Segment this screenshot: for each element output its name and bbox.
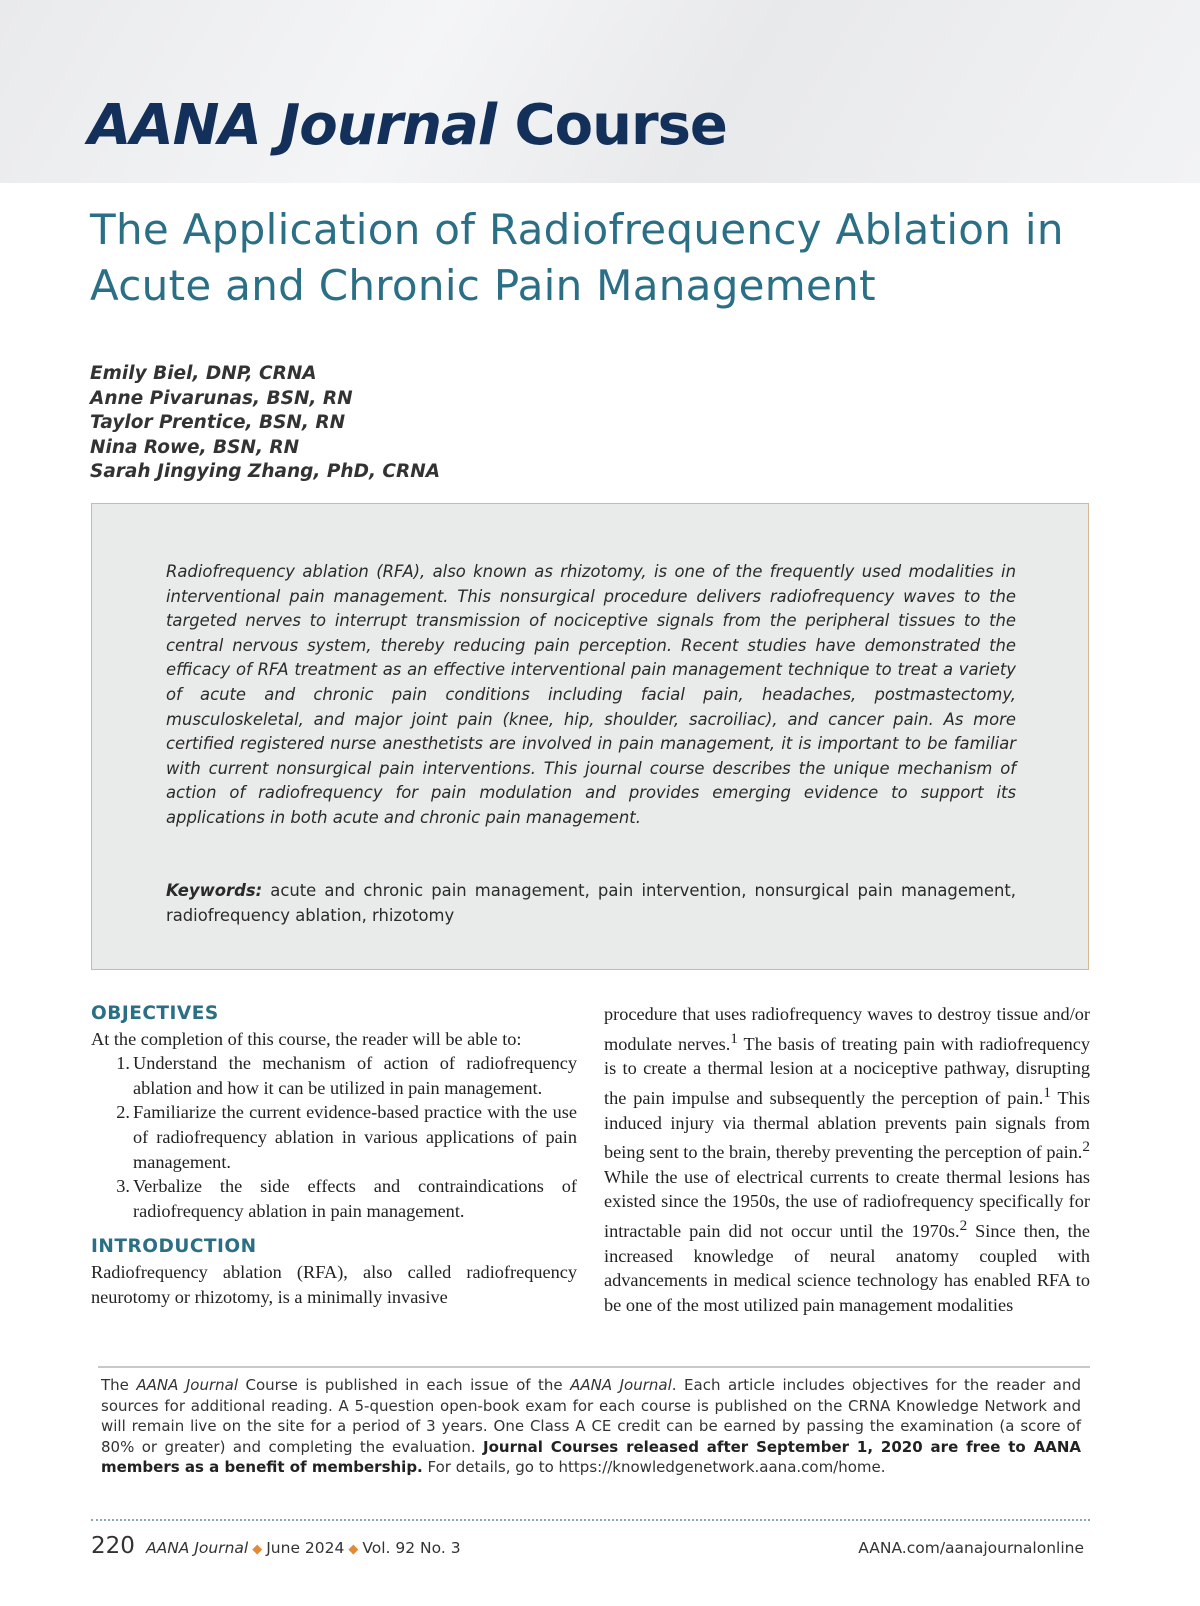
author: Nina Rowe, BSN, RN bbox=[90, 436, 300, 458]
notice-journal-name: AANA Journal bbox=[570, 1376, 672, 1394]
page-number: 220 bbox=[91, 1533, 135, 1559]
body-text: Since then, the increased knowledge of neural anatomy coupled with advancements in medical science technology has enabled RFA to be one of the most utilized pain management modalities bbox=[604, 1221, 1090, 1315]
notice-details-text: For details, go to https://knowledgenetwork.aana.com/home. bbox=[422, 1458, 886, 1477]
diamond-icon: ◆ bbox=[252, 1542, 263, 1557]
course-notice bbox=[101, 1375, 1081, 1478]
abstract-text: Radiofrequency ablation (RFA), also known as rhizotomy, is one of the frequently used modalities in interventional pain management. This nonsurgical procedure delivers radiofrequency waves to the targeted nerves to interrupt transmission of nociceptive signals from the peripheral tissues to the central nervous system, thereby reducing pain perception. Recent studies have demonstrated the efficacy of RFA treatment as an effective interventional pain management technique to treat a variety of acute and chronic pain conditions including facial pain, headaches, postmastectomy, musculoskeletal, and major joint pain (knee, hip, shoulder, sacroiliac), and cancer pain. As more certified registered nurse anesthetists are involved in pain management, it is important to be familiar with current nonsurgical pain interventions. This journal course describes the unique mechanism of action of radiofrequency for pain modulation and provides emerging evidence to support its applications in both acute and chronic pain management. bbox=[166, 562, 1016, 827]
objectives-intro: At the completion of this course, the reader will be able to: bbox=[91, 1028, 522, 1049]
citation-ref: 2 bbox=[1082, 1138, 1090, 1156]
body-text: procedure that uses radiofrequency waves to destroy tissue and/or modulate nerves. bbox=[604, 1004, 1090, 1054]
citation-ref: 1 bbox=[730, 1029, 738, 1047]
objective-item bbox=[91, 1051, 577, 1100]
footer-citation bbox=[146, 1529, 461, 1569]
citation-ref: 2 bbox=[959, 1217, 968, 1235]
footer-website: AANA.com/aanajournalonline bbox=[858, 1539, 1084, 1557]
objective-text: Familiarize the current evidence-based practice with the use of radiofrequency ablation in various applications of pain management. bbox=[133, 1102, 577, 1172]
objective-number: 3. bbox=[116, 1176, 130, 1197]
body-paragraph bbox=[604, 1002, 1090, 1318]
keywords bbox=[166, 879, 1016, 928]
journal-name: AANA Journal bbox=[88, 93, 497, 158]
notice-text: . Each article includes objectives for the reader and sources for additional reading. A 5-question open-book exam for each course is published on the CRNA Knowledge Network and will remain live on the site for a period of 3 years. One Class A CE credit can be earned by passing the examination (a score of 80% or greater) and completing the evaluation. bbox=[101, 1376, 1081, 1456]
left-column bbox=[91, 1002, 577, 1309]
footer-date: June 2024 bbox=[266, 1539, 345, 1557]
footer-volume: Vol. 92 No. 3 bbox=[362, 1539, 461, 1557]
body-text: While the use of electrical currents to create thermal lesions has existed since the 1950s, the use of radiofrequency specifically for intractable pain did not occur until the 1970s. bbox=[604, 1166, 1090, 1242]
objective-item bbox=[91, 1174, 577, 1223]
abstract-box bbox=[91, 503, 1089, 970]
author-list bbox=[90, 362, 440, 485]
body-text: The basis of treating pain with radiofrequency is to create a thermal lesion at a nociceptive pathway, disrupting the pain impulse and subsequently the perception of pain. bbox=[604, 1033, 1090, 1108]
introduction-heading: INTRODUCTION bbox=[91, 1236, 257, 1258]
page-footer bbox=[91, 1529, 1090, 1563]
keywords-text: acute and chronic pain management, pain intervention, nonsurgical pain management, radiofrequency ablation, rhizotomy bbox=[166, 881, 1016, 925]
journal-course-title bbox=[88, 93, 727, 158]
right-column bbox=[604, 1002, 1090, 1318]
objective-text: Understand the mechanism of action of radiofrequency ablation and how it can be utilized in pain management. bbox=[133, 1053, 577, 1098]
objectives-list bbox=[91, 1051, 577, 1223]
notice-journal-name: AANA Journal bbox=[136, 1376, 239, 1394]
objective-number: 2. bbox=[116, 1102, 130, 1123]
footer-journal: AANA Journal bbox=[146, 1539, 249, 1557]
notice-membership-text: Journal Courses released after September 1, 2020 are free to AANA members as a benefit of membership. bbox=[101, 1437, 1081, 1477]
citation-ref: 1 bbox=[1043, 1083, 1051, 1101]
introduction-text: Radiofrequency ablation (RFA), also called radiofrequency neurotomy or rhizotomy, is a minimally invasive bbox=[91, 1261, 577, 1307]
author: Anne Pivarunas, BSN, RN bbox=[90, 387, 353, 409]
objectives-heading: OBJECTIVES bbox=[91, 1003, 219, 1024]
author: Emily Biel, DNP, CRNA bbox=[90, 363, 317, 384]
author: Sarah Jingying Zhang, PhD, CRNA bbox=[90, 461, 441, 483]
notice-divider bbox=[98, 1366, 1090, 1368]
article-title: The Application of Radiofrequency Ablation in Acute and Chronic Pain Management bbox=[90, 205, 1064, 310]
body-text: This induced injury via thermal ablation prevents pain signals from being sent to the brain, thereby preventing the perception of pain. bbox=[604, 1087, 1090, 1163]
notice-text: Course is published in each issue of the bbox=[238, 1376, 571, 1394]
notice-text: The bbox=[101, 1376, 137, 1394]
objective-number: 1. bbox=[116, 1053, 130, 1074]
footer-dotted-divider bbox=[91, 1519, 1090, 1521]
diamond-icon: ◆ bbox=[348, 1542, 359, 1557]
objective-item bbox=[91, 1100, 577, 1174]
objective-text: Verbalize the side effects and contraindications of radiofrequency ablation in pain management. bbox=[133, 1176, 577, 1221]
keywords-label: Keywords: bbox=[166, 881, 263, 900]
course-word: Course bbox=[514, 93, 727, 158]
author: Taylor Prentice, BSN, RN bbox=[90, 412, 346, 434]
